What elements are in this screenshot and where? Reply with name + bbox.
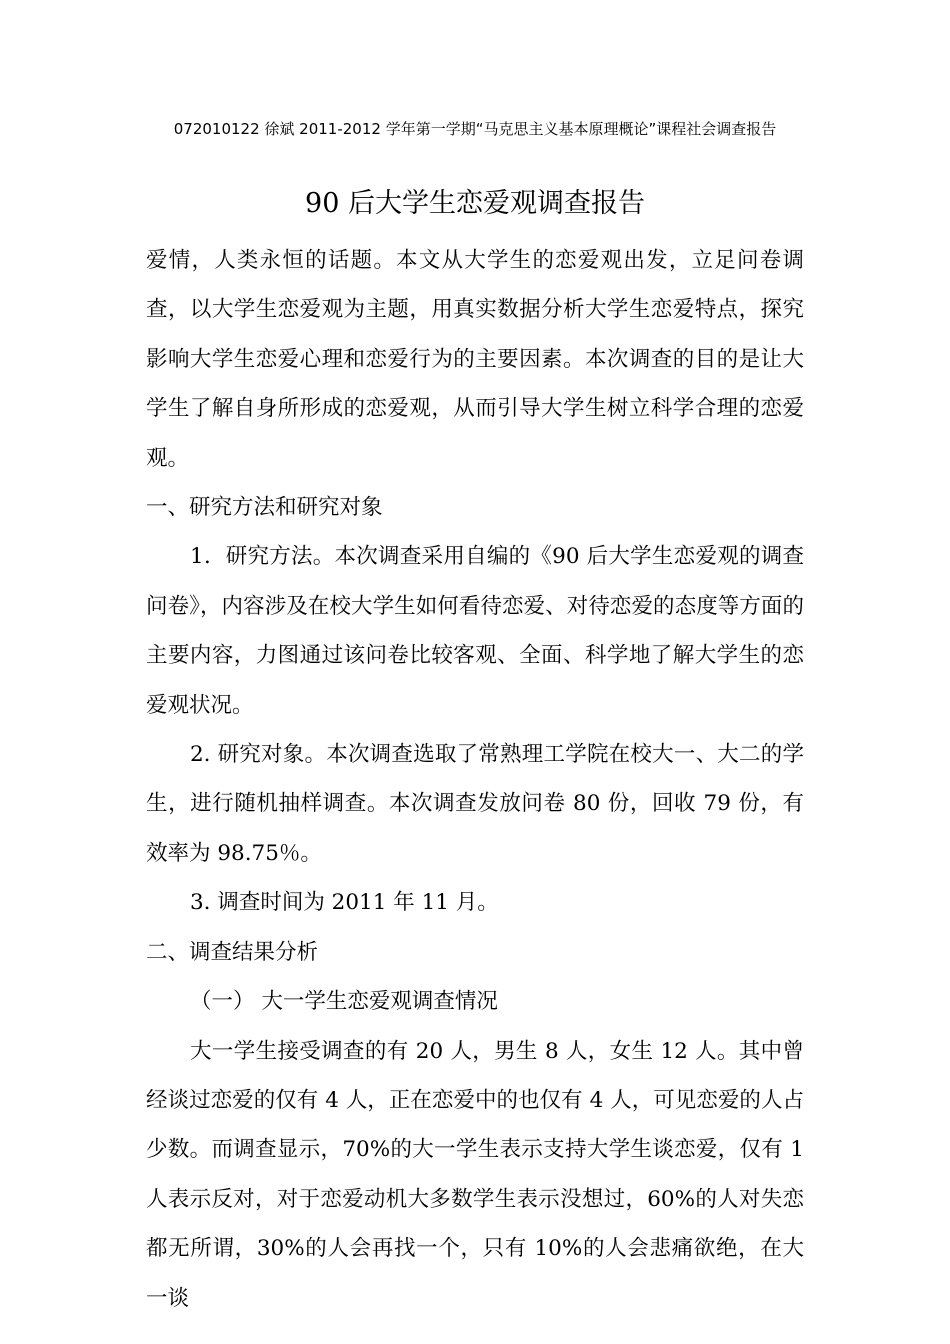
subjects-paragraph: 2. 研究对象。本次调查选取了常熟理工学院在校大一、大二的学生，进行随机抽样调查。本次调查发放问卷 80 份，回收 79 份，有效率为 98.75％。	[146, 742, 804, 866]
intro-paragraph: 爱情，人类永恒的话题。本文从大学生的恋爱观出发，立足问卷调查，以大学生恋爱观为主题，用真实数据分析大学生恋爱特点，探究影响大学生恋爱心理和恋爱行为的主要因素。本次调查的目的是让大学生了解自身所形成的恋爱观，从而引导大学生树立科学合理的恋爱观。	[146, 248, 804, 471]
report-title: 90 后大学生恋爱观调查报告	[305, 188, 645, 219]
section-heading-methods: 一、研究方法和研究对象	[146, 495, 383, 521]
report-body	[146, 236, 804, 1323]
freshman-paragraph: 大一学生接受调查的有 20 人，男生 8 人，女生 12 人。其中曾经谈过恋爱的仅有 4 人，正在恋爱中的也仅有 4 人，可见恋爱的人占少数。而调查显示，70%的大一学生表示支持大学生谈恋爱，仅有 1 人表示反对，对于恋爱动机大多数学生表示没想过，60%的人对失恋都无所谓，30%的人会再找一个，只有 10%的人会悲痛欲绝，在大一谈	[146, 1038, 804, 1311]
subsection-heading-freshman: （一） 大一学生恋爱观调查情况	[190, 989, 498, 1015]
section-heading-results: 二、调查结果分析	[146, 939, 319, 965]
method-paragraph: 1．研究方法。本次调查采用自编的《90 后大学生恋爱观的调查问卷》，内容涉及在校大学生如何看待恋爱、对待恋爱的态度等方面的主要内容，力图通过该问卷比较客观、全面、科学地了解大学生的恋爱观状况。	[146, 544, 804, 718]
time-paragraph: 3. 调查时间为 2011 年 11 月。	[190, 890, 499, 916]
running-header: 072010122 徐斌 2011-2012 学年第一学期“马克思主义基本原理概论”课程社会调查报告	[173, 120, 777, 138]
